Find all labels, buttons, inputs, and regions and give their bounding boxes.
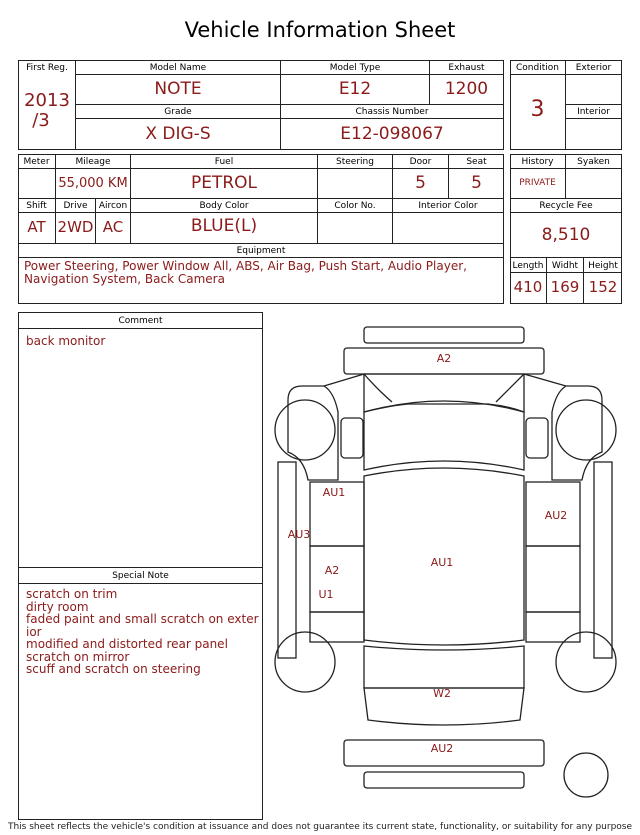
right-mirror-shape	[526, 418, 548, 458]
history-label: History	[521, 157, 554, 167]
mark-left-side: AU3	[287, 528, 311, 541]
mileage-value: 55,000 KM	[58, 176, 128, 191]
comment-text: back monitor	[26, 334, 106, 348]
grade-value: X DIG-S	[145, 124, 211, 144]
comment-panel	[18, 312, 263, 568]
body-color-value: BLUE(L)	[190, 216, 258, 236]
drive-label: Drive	[63, 201, 88, 211]
spare-wheel-icon	[564, 753, 608, 797]
interior-color-label: Interior Color	[418, 201, 478, 211]
width-value: 169	[550, 278, 580, 296]
note-line: scratch on trim	[26, 587, 118, 601]
special-note-panel	[18, 567, 263, 820]
mark-rear-left-b: U1	[318, 588, 334, 601]
car-damage-diagram	[268, 320, 628, 800]
note-line: scratch on mirror	[26, 649, 130, 664]
mark-rear-left-a: A2	[324, 564, 340, 577]
rear-left-wheel-icon	[275, 632, 335, 692]
mark-rear-bumper: AU2	[430, 742, 454, 755]
mark-hood: A2	[436, 352, 452, 365]
height-label: Height	[588, 261, 618, 271]
note-line: scuff and scratch on steering	[26, 662, 201, 676]
recycle-label: Recycle Fee	[539, 201, 593, 211]
sheet-title: Vehicle Information Sheet	[184, 18, 456, 42]
rear-left-door-shape	[310, 546, 364, 612]
mark-rear-window: W2	[433, 687, 451, 700]
mark-front-left: AU1	[322, 486, 346, 499]
mark-front-right: AU2	[544, 509, 568, 522]
first-reg-label: First Reg.	[26, 63, 68, 73]
syaken-label: Syaken	[577, 157, 610, 167]
body-color-label: Body Color	[199, 201, 249, 211]
left-mirror-shape	[341, 418, 363, 458]
door-label: Door	[409, 157, 432, 167]
condition-value: 3	[530, 97, 545, 122]
width-label: Widht	[551, 261, 579, 271]
meter-label: Meter	[23, 157, 50, 167]
equipment-value: Power Steering, Power Window All, ABS, Air Bag, Push Start, Audio Player, Navigation System, Back Camera	[24, 259, 467, 286]
rear-left-quarter-shape	[310, 612, 364, 642]
exhaust-label: Exhaust	[448, 63, 485, 73]
right-sill-shape	[594, 462, 612, 658]
recycle-value: 8,510	[541, 225, 591, 245]
front-bumper-top-shape	[364, 327, 524, 343]
front-left-wheel-icon	[275, 400, 335, 460]
height-value: 152	[588, 278, 618, 296]
front-right-wheel-icon	[556, 400, 616, 460]
rear-right-door-shape	[526, 546, 580, 612]
model-type-label: Model Type	[329, 63, 381, 73]
door-value: 5	[415, 173, 426, 193]
note-line: faded paint and small scratch on exter	[26, 612, 259, 626]
exterior-label: Exterior	[575, 63, 612, 73]
model-name-value: NOTE	[154, 79, 202, 99]
rear-right-wheel-icon	[556, 632, 616, 692]
rear-right-quarter-shape	[526, 612, 580, 642]
equipment-label: Equipment	[236, 246, 286, 256]
chassis-label: Chassis Number	[355, 107, 429, 117]
first-reg-year: 2013	[24, 90, 70, 111]
model-type-value: E12	[338, 79, 372, 99]
note-line: dirty room	[26, 599, 89, 614]
mark-roof: AU1	[430, 556, 454, 569]
disclaimer-footer: This sheet reflects the vehicle's condition at issuance and does not guarantee its current state, functionality, or suitability for any purpose	[7, 822, 633, 832]
length-value: 410	[513, 278, 543, 296]
note-line: ior	[26, 624, 42, 639]
shift-label: Shift	[26, 201, 47, 211]
shift-value: AT	[27, 218, 46, 236]
steering-label: Steering	[336, 157, 374, 167]
exhaust-value: 1200	[444, 79, 489, 99]
rear-window-shape	[364, 646, 524, 688]
note-line: modified and distorted rear panel	[26, 637, 228, 651]
special-note-label: Special Note	[112, 571, 169, 581]
special-note-list	[26, 588, 259, 676]
rear-bumper-bottom-shape	[364, 772, 524, 788]
fuel-value: PETROL	[190, 173, 258, 193]
left-sill-shape	[278, 462, 296, 658]
interior-label: Interior	[577, 107, 610, 117]
drive-value: 2WD	[57, 218, 94, 236]
mileage-label: Mileage	[75, 157, 111, 167]
aircon-value: AC	[102, 218, 124, 236]
seat-value: 5	[471, 173, 482, 193]
grade-label: Grade	[164, 107, 192, 117]
history-value: PRIVATE	[519, 178, 556, 188]
comment-label: Comment	[118, 316, 163, 326]
color-no-label: Color No.	[334, 201, 376, 211]
fuel-label: Fuel	[214, 157, 234, 167]
chassis-value: E12-098067	[340, 124, 444, 144]
condition-label: Condition	[516, 63, 559, 73]
aircon-label: Aircon	[98, 201, 128, 211]
first-reg-month: /3	[32, 110, 50, 131]
windshield-shape	[364, 401, 524, 470]
seat-label: Seat	[466, 157, 487, 167]
length-label: Length	[512, 261, 544, 271]
model-name-label: Model Name	[149, 63, 207, 73]
